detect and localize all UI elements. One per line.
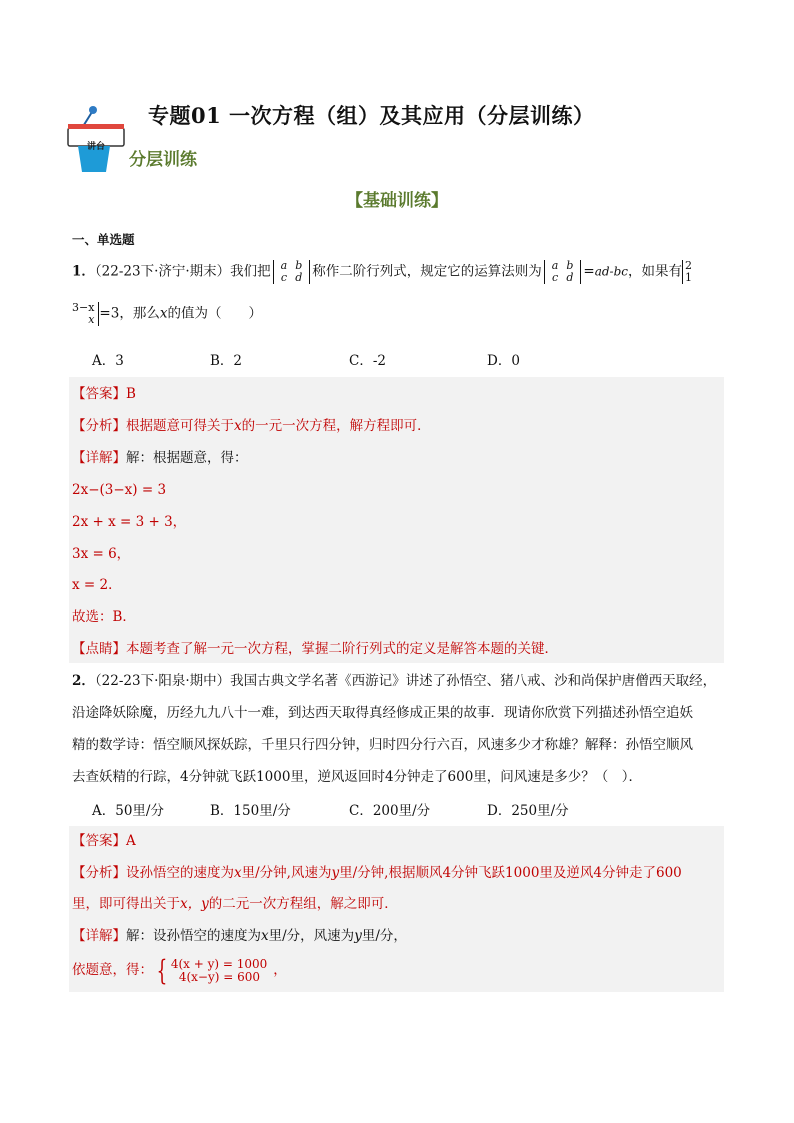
q2-answer: 【答案】A: [72, 833, 136, 849]
q1-var: x: [159, 305, 168, 322]
q2-system: 依题意，得： { 4(x + y) = 1000 4(x−y) = 600 ，: [72, 953, 287, 987]
q1-step-3: 3x = 6，: [72, 546, 131, 562]
q1-option-b[interactable]: B．2: [210, 353, 243, 369]
page-title: 专题01 一次方程（组）及其应用（分层训练）: [148, 103, 595, 128]
q1-text-4: =3，那么: [99, 305, 160, 322]
equation-system: 4(x + y) = 1000 4(x−y) = 600: [170, 956, 268, 984]
q1-detail: 【详解】解：根据题意，得：: [72, 450, 248, 466]
layer-title: 分层训练: [129, 150, 197, 170]
brace-glyph: {: [156, 953, 168, 987]
q1-text-3: ，如果有: [628, 263, 682, 280]
q1-stem-line2: [72, 302, 262, 326]
q1-source: （22-23下·济宁·期末）: [94, 263, 231, 280]
q2-analysis-line1: 【分析】设孙悟空的速度为x里/分钟,风速为y里/分钟,根据顺风4分钟飞跃1000里及逆风4分钟走了600: [72, 865, 682, 881]
q2-stem-line2: 沿途降妖除魔，历经九九八十一难，到达西天取得真经修成正果的故事．现请你欣赏下列描述孙悟空追妖: [72, 705, 693, 721]
section-title: 【基础训练】: [346, 191, 448, 211]
q2-analysis-line2: 里，即可得出关于x，y的二元一次方程组，解之即可．: [72, 896, 398, 912]
rule-formula: ad-bc: [594, 264, 628, 279]
q1-text-5: 的值为（ ）: [167, 305, 262, 322]
equals-sign: =: [583, 263, 595, 280]
q1-text: 我们把: [230, 263, 271, 280]
q2-option-b[interactable]: B．150里/分: [210, 803, 291, 819]
logo-label: 讲台: [86, 142, 105, 152]
q1-choice: 故选：B．: [72, 609, 136, 625]
q2-stem-line1: 2．（22-23下·阳泉·期中）我国古典文学名著《西游记》讲述了孙悟空、猪八戒、沙和尚保护唐僧西天取经，: [72, 673, 717, 689]
determinant-right-column: 3−x x: [72, 302, 99, 326]
q1-option-a[interactable]: A．3: [92, 353, 124, 369]
part-heading: 一、单选题: [72, 232, 135, 247]
q2-option-d[interactable]: D．250里/分: [487, 803, 569, 819]
q2-detail: 【详解】解：设孙悟空的速度为x里/分，风速为y里/分，: [72, 928, 407, 944]
q1-step-1: 2x−(3−x) = 3: [72, 482, 167, 498]
q2-stem-line3: 精的数学诗：悟空顺风探妖踪，千里只行四分钟，归时四分行六百，风速多少才称雄？解释：孙悟空顺风: [72, 737, 693, 753]
q2-option-a[interactable]: A．50里/分: [92, 803, 164, 819]
q2-option-c[interactable]: C．200里/分: [349, 803, 431, 819]
determinant-left-column: 2 1: [682, 260, 692, 284]
q1-step-4: x = 2．: [72, 577, 122, 593]
determinant-definition: a b c d: [273, 260, 311, 284]
q1-analysis: 【分析】根据题意可得关于x的一元一次方程，解方程即可．: [72, 418, 431, 434]
q1-text-2: 称作二阶行列式，规定它的运算法则为: [312, 263, 542, 280]
q1-number: 1．: [72, 263, 95, 280]
determinant-rule: a b c d: [544, 260, 582, 284]
q1-answer: 【答案】B: [72, 386, 136, 402]
q1-option-d[interactable]: D．0: [487, 353, 520, 369]
q2-stem-line4: 去查妖精的行踪，4分钟就飞跃1000里，逆风返回时4分钟走了600里，问风速是多少？（ ）．: [72, 769, 643, 785]
q1-option-c[interactable]: C．-2: [349, 353, 386, 369]
q1-stem-line1: [72, 260, 692, 284]
q1-comment: 【点睛】本题考查了解一元一次方程，掌握二阶行列式的定义是解答本题的关键．: [72, 641, 558, 657]
q1-step-2: 2x + x = 3 + 3，: [72, 514, 187, 530]
